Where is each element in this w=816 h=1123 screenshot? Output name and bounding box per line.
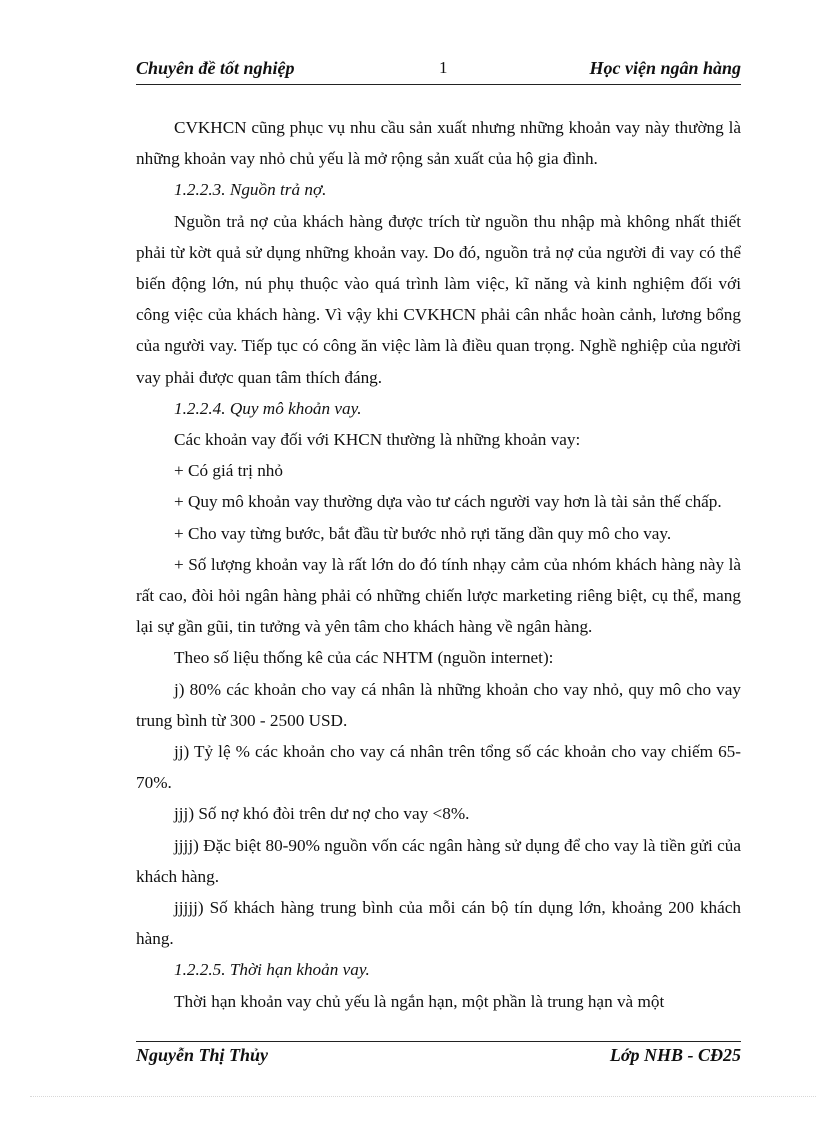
section-heading: 1.2.2.4. Quy mô khoản vay. — [174, 398, 362, 418]
document-body — [136, 112, 741, 1017]
list-item: jjjjj) Số khách hàng trung bình của mỗi cán bộ tín dụng lớn, khoảng 200 khách hàng. — [136, 898, 741, 949]
list-item: jjjj) Đặc biệt 80-90% nguồn vốn các ngân hàng sử dụng để cho vay là tiền gửi của khách hàng. — [136, 835, 741, 886]
list-item: jjj) Số nợ khó đòi trên dư nợ cho vay <8%. — [174, 804, 470, 824]
list-item: + Có giá trị nhỏ — [174, 461, 283, 481]
paragraph: Các khoản vay đối với KHCN thường là những khoản vay: — [174, 430, 581, 450]
paragraph: Nguồn trả nợ của khách hàng được trích từ nguồn thu nhập mà không nhất thiết phải từ kờt quả sử dụng những khoản vay. Do đó, nguồn trả nợ của người đi vay có thể biến động lớn, nú phụ thuộc vào quá trình làm việc, kĩ năng và kinh nghiệm đối với công việc của khách hàng. Vì vậy khi CVKHCN phải cân nhắc hoàn cảnh, lương bổng của người vay. Tiếp tục có công ăn việc làm là điều quan trọng. Nghề nghiệp của người vay phải được quan tâm thích đáng. — [136, 211, 741, 387]
list-item: + Cho vay từng bước, bắt đầu từ bước nhỏ rựi tăng dần quy mô cho vay. — [174, 523, 672, 543]
footer-rule — [136, 1041, 741, 1042]
page-header — [136, 56, 741, 85]
footer-author: Nguyễn Thị Thủy — [136, 1045, 269, 1065]
footer-class: Lớp NHB - CĐ25 — [609, 1045, 741, 1065]
header-title-left: Chuyên đề tốt nghiệp — [136, 58, 295, 78]
paragraph: Theo số liệu thống kê của các NHTM (nguồn internet): — [174, 648, 554, 668]
list-item: j) 80% các khoản cho vay cá nhân là những khoản cho vay nhỏ, quy mô cho vay trung bình từ 300 - 2500 USD. — [136, 679, 741, 730]
paragraph: Thời hạn khoản vay chủ yếu là ngắn hạn, một phần là trung hạn và một — [174, 991, 665, 1011]
list-item: jj) Tỷ lệ % các khoản cho vay cá nhân trên tổng số các khoản cho vay chiếm 65-70%. — [136, 742, 741, 793]
list-item: + Số lượng khoản vay là rất lớn do đó tính nhạy cảm của nhóm khách hàng này là rất cao, đòi hỏi ngân hàng phải có những chiến lược marketing riêng biệt, cụ thể, mang lại sự gần gũi, tin tưởng và yên tâm cho khách hàng về ngân hàng. — [136, 554, 741, 637]
paragraph: CVKHCN cũng phục vụ nhu cầu sản xuất nhưng những khoản vay này thường là những khoản vay nhỏ chủ yếu là mở rộng sản xuất của hộ gia đình. — [136, 118, 741, 169]
list-item: + Quy mô khoản vay thường dựa vào tư cách người vay hơn là tài sản thế chấp. — [174, 492, 722, 512]
section-heading: 1.2.2.3. Nguồn trả nợ. — [174, 180, 327, 200]
header-title-right: Học viện ngân hàng — [589, 58, 741, 78]
page-number: 1 — [439, 58, 448, 77]
section-heading: 1.2.2.5. Thời hạn khoản vay. — [174, 960, 370, 980]
page-edge-dotted-line — [30, 1096, 816, 1097]
